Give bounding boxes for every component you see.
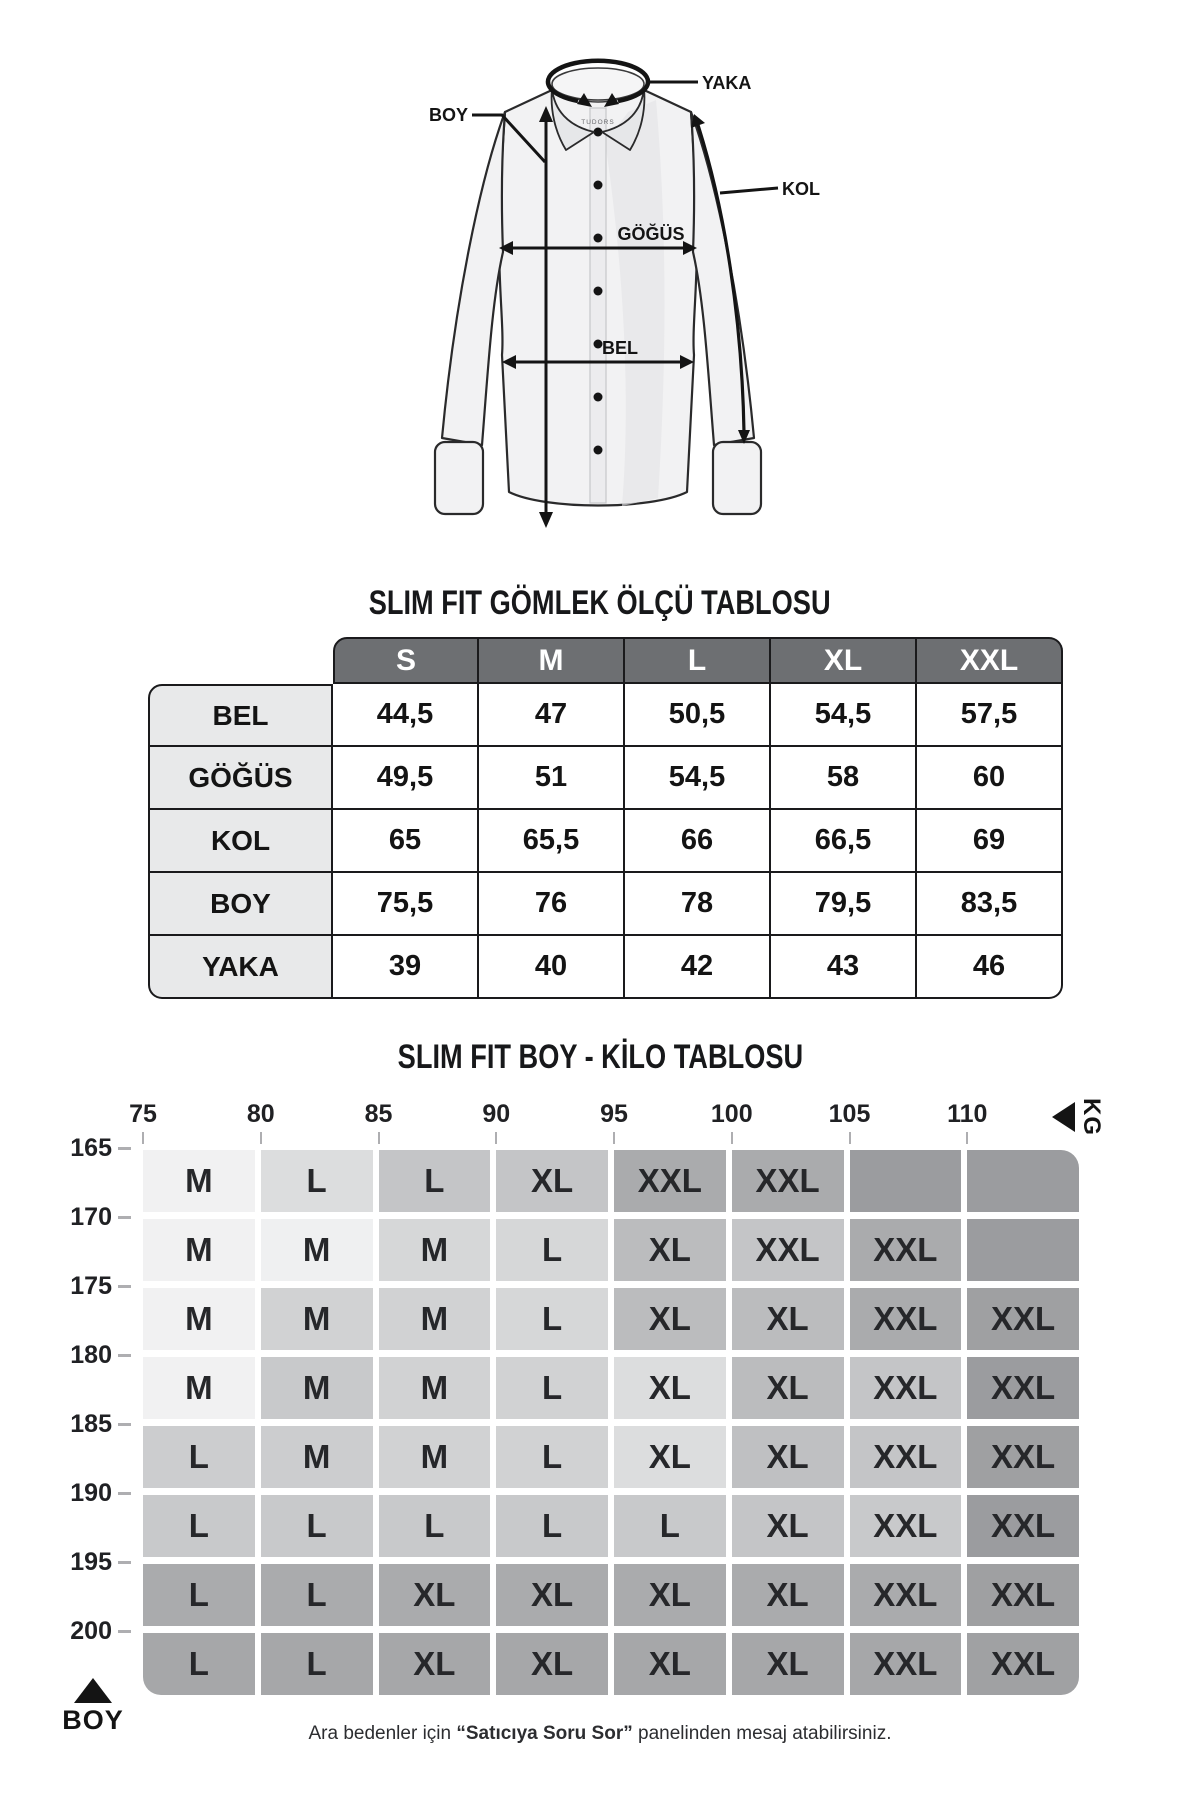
matrix-size-cell: XL — [496, 1564, 608, 1626]
size-value-cell: 54,5 — [625, 747, 771, 810]
matrix-size-cell: XL — [732, 1495, 844, 1557]
matrix-size-cell: XXL — [732, 1219, 844, 1281]
boy-axis-text: BOY — [62, 1705, 124, 1735]
size-value-cell: 75,5 — [333, 873, 479, 936]
size-row-label: BOY — [148, 873, 333, 936]
kg-tick-mark — [495, 1132, 497, 1144]
size-column-header: XL — [771, 637, 917, 684]
matrix-size-cell: XL — [732, 1633, 844, 1695]
size-value-cell: 40 — [479, 936, 625, 999]
boy-tick-mark — [118, 1561, 131, 1564]
shirt-right-sleeve — [691, 112, 754, 445]
kg-axis-text: KG — [1078, 1098, 1105, 1136]
size-table — [148, 637, 1063, 999]
matrix-size-cell: L — [261, 1495, 373, 1557]
matrix-size-cell: L — [379, 1495, 491, 1557]
matrix-size-cell: L — [261, 1564, 373, 1626]
kg-axis-arrow-icon — [1052, 1102, 1075, 1132]
size-value-cell: 60 — [917, 747, 1063, 810]
shirt-diagram — [380, 40, 850, 540]
size-value-cell: 69 — [917, 810, 1063, 873]
matrix-size-cell: M — [143, 1150, 255, 1212]
kg-tick-label: 100 — [710, 1100, 753, 1128]
size-column-header: M — [479, 637, 625, 684]
boy-tick-mark — [118, 1216, 131, 1219]
size-value-cell: 79,5 — [771, 873, 917, 936]
size-value-cell: 54,5 — [771, 684, 917, 747]
size-row-label: KOL — [148, 810, 333, 873]
matrix-size-cell: XL — [614, 1633, 726, 1695]
size-value-cell: 78 — [625, 873, 771, 936]
boy-tick-mark — [118, 1354, 131, 1357]
matrix-size-cell: XXL — [850, 1495, 962, 1557]
footer-bold: “Satıcıya Soru Sor” — [456, 1723, 633, 1744]
matrix-size-cell: L — [143, 1495, 255, 1557]
matrix-size-cell: XXL — [850, 1357, 962, 1419]
matrix-size-cell: M — [261, 1219, 373, 1281]
boy-tick-label: 200 — [70, 1617, 112, 1645]
matrix-size-cell: XL — [614, 1357, 726, 1419]
boy-tick-label: 165 — [70, 1134, 112, 1162]
size-value-cell: 66 — [625, 810, 771, 873]
matrix-size-cell: XXL — [967, 1288, 1079, 1350]
boy-tick-label: 190 — [70, 1479, 112, 1507]
size-value-cell: 44,5 — [333, 684, 479, 747]
kg-tick-mark — [849, 1132, 851, 1144]
size-value-cell: 51 — [479, 747, 625, 810]
matrix-size-cell: M — [379, 1219, 491, 1281]
size-value-cell: 42 — [625, 936, 771, 999]
matrix-size-cell: XL — [732, 1288, 844, 1350]
matrix-size-cell: XXL — [967, 1564, 1079, 1626]
matrix-size-cell: XXL — [967, 1633, 1079, 1695]
matrix-size-cell: XXL — [967, 1495, 1079, 1557]
boy-tick-mark — [118, 1147, 131, 1150]
kol-connector-line — [720, 188, 778, 193]
shirt-placket — [590, 108, 606, 503]
matrix-size-cell: M — [379, 1288, 491, 1350]
kol-label: KOL — [782, 179, 820, 199]
shirt-right-cuff — [713, 442, 761, 514]
matrix-size-cell: M — [261, 1426, 373, 1488]
size-value-cell: 65 — [333, 810, 479, 873]
matrix-size-cell: M — [379, 1357, 491, 1419]
matrix-empty-cell — [967, 1219, 1079, 1281]
size-value-cell: 58 — [771, 747, 917, 810]
kg-tick-mark — [731, 1132, 733, 1144]
kg-axis-label — [1052, 1098, 1105, 1136]
matrix-size-cell: XL — [732, 1426, 844, 1488]
kg-tick-label: 75 — [129, 1100, 157, 1128]
matrix-size-cell: M — [143, 1219, 255, 1281]
matrix-size-cell: XXL — [850, 1633, 962, 1695]
size-column-header: XXL — [917, 637, 1063, 684]
footer-note — [0, 1723, 1200, 1745]
height-weight-matrix — [143, 1150, 1079, 1695]
kg-tick-mark — [613, 1132, 615, 1144]
brand-label: TUDORS — [581, 119, 615, 126]
matrix-empty-cell — [967, 1150, 1079, 1212]
matrix-size-cell: L — [614, 1495, 726, 1557]
matrix-size-cell: L — [261, 1633, 373, 1695]
matrix-size-cell: XL — [496, 1633, 608, 1695]
size-value-cell: 65,5 — [479, 810, 625, 873]
matrix-size-cell: XL — [614, 1564, 726, 1626]
matrix-size-cell: XXL — [614, 1150, 726, 1212]
boy-tick-label: 170 — [70, 1203, 112, 1231]
matrix-size-cell: XL — [614, 1288, 726, 1350]
matrix-size-cell: XL — [496, 1150, 608, 1212]
kg-tick-label: 95 — [600, 1100, 628, 1128]
matrix-size-cell: L — [143, 1633, 255, 1695]
footer-prefix: Ara bedenler için — [308, 1723, 457, 1744]
matrix-size-cell: M — [143, 1288, 255, 1350]
matrix-size-cell: L — [496, 1219, 608, 1281]
size-value-cell: 66,5 — [771, 810, 917, 873]
boy-arrowhead-bottom — [539, 512, 553, 528]
matrix-size-cell: XXL — [850, 1426, 962, 1488]
matrix-size-cell: XXL — [967, 1357, 1079, 1419]
size-value-cell: 43 — [771, 936, 917, 999]
matrix-size-cell: L — [143, 1564, 255, 1626]
matrix-size-cell: L — [496, 1357, 608, 1419]
matrix-size-cell: XL — [614, 1426, 726, 1488]
size-value-cell: 57,5 — [917, 684, 1063, 747]
boy-axis-arrow-icon — [74, 1678, 112, 1703]
shirt-left-sleeve — [442, 112, 505, 445]
matrix-size-cell: XXL — [732, 1150, 844, 1212]
kg-tick-label: 80 — [246, 1100, 275, 1128]
boy-tick-label: 195 — [70, 1548, 112, 1576]
size-table-corner — [148, 637, 333, 684]
matrix-size-cell: XXL — [967, 1426, 1079, 1488]
matrix-size-cell: L — [261, 1150, 373, 1212]
footer-suffix: panelinden mesaj atabilirsiniz. — [632, 1723, 892, 1744]
boy-tick-mark — [118, 1492, 131, 1495]
matrix-size-cell: L — [496, 1426, 608, 1488]
matrix-size-cell: M — [143, 1357, 255, 1419]
matrix-size-cell: M — [261, 1288, 373, 1350]
size-value-cell: 50,5 — [625, 684, 771, 747]
size-table-title: SLIM FIT GÖMLEK ÖLÇÜ TABLOSU — [369, 584, 831, 622]
matrix-size-cell: XL — [732, 1357, 844, 1419]
matrix-size-cell: L — [496, 1495, 608, 1557]
matrix-size-cell: M — [379, 1426, 491, 1488]
size-row-label: GÖĞÜS — [148, 747, 333, 810]
matrix-title: SLIM FIT BOY - KİLO TABLOSU — [397, 1038, 803, 1076]
matrix-size-cell: XXL — [850, 1564, 962, 1626]
kg-tick-label: 105 — [828, 1100, 871, 1128]
matrix-size-cell: L — [379, 1150, 491, 1212]
kg-tick-mark — [142, 1132, 144, 1144]
matrix-size-cell: XL — [732, 1564, 844, 1626]
boy-label: BOY — [428, 105, 468, 125]
size-value-cell: 39 — [333, 936, 479, 999]
matrix-size-cell: XL — [379, 1633, 491, 1695]
matrix-size-cell: XXL — [850, 1219, 962, 1281]
shirt-left-cuff — [435, 442, 483, 514]
bel-label: BEL — [602, 338, 638, 358]
kg-tick-label: 85 — [364, 1100, 393, 1128]
matrix-size-cell: M — [261, 1357, 373, 1419]
boy-tick-label: 180 — [70, 1341, 112, 1369]
size-row-label: YAKA — [148, 936, 333, 999]
yaka-label: YAKA — [702, 73, 752, 93]
matrix-size-cell: L — [496, 1288, 608, 1350]
kg-tick-mark — [378, 1132, 380, 1144]
matrix-size-cell: XL — [614, 1219, 726, 1281]
kg-tick-mark — [966, 1132, 968, 1144]
boy-tick-mark — [118, 1423, 131, 1426]
boy-tick-mark — [118, 1285, 131, 1288]
kg-tick-mark — [260, 1132, 262, 1144]
size-row-label: BEL — [148, 684, 333, 747]
gogus-label: GÖĞÜS — [617, 224, 685, 244]
kg-tick-label: 110 — [947, 1100, 988, 1128]
size-column-header: L — [625, 637, 771, 684]
size-value-cell: 83,5 — [917, 873, 1063, 936]
boy-tick-mark — [118, 1630, 131, 1633]
size-value-cell: 49,5 — [333, 747, 479, 810]
size-value-cell: 76 — [479, 873, 625, 936]
kg-tick-label: 90 — [482, 1100, 511, 1128]
size-value-cell: 47 — [479, 684, 625, 747]
boy-tick-label: 175 — [70, 1272, 112, 1300]
size-value-cell: 46 — [917, 936, 1063, 999]
matrix-size-cell: XL — [379, 1564, 491, 1626]
boy-tick-label: 185 — [70, 1410, 112, 1438]
matrix-empty-cell — [850, 1150, 962, 1212]
matrix-size-cell: XXL — [850, 1288, 962, 1350]
matrix-size-cell: L — [143, 1426, 255, 1488]
size-column-header: S — [333, 637, 479, 684]
